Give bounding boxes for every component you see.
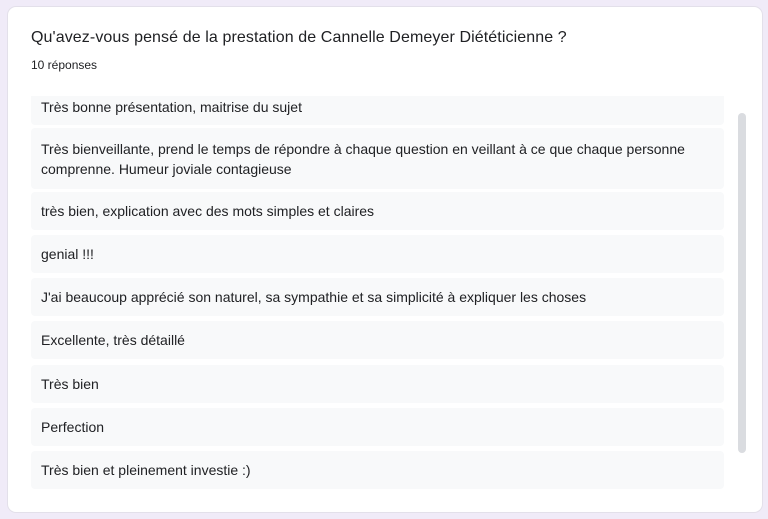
response-item: Très bien <box>31 365 724 403</box>
question-title: Qu'avez-vous pensé de la prestation de Cannelle Demeyer Diététicienne ? <box>31 29 567 46</box>
response-item: très bien, explication avec des mots simples et claires <box>31 192 724 230</box>
response-item: J'ai beaucoup apprécié son naturel, sa sympathie et sa simplicité à expliquer les choses <box>31 278 724 316</box>
responses-card <box>8 7 762 512</box>
response-item: Très bienveillante, prend le temps de répondre à chaque question en veillant à ce que chaque personne comprenne. Humeur joviale contagieuse <box>31 128 724 189</box>
response-item: genial !!! <box>31 235 724 273</box>
response-item: Très bonne présentation, maitrise du sujet <box>31 96 724 125</box>
response-item: Perfection <box>31 408 724 446</box>
response-item: Excellente, très détaillé <box>31 321 724 359</box>
responses-list[interactable] <box>31 96 724 491</box>
scrollbar-thumb[interactable] <box>738 113 746 453</box>
response-count: 10 réponses <box>31 58 98 72</box>
response-item: Très bien et pleinement investie :) <box>31 451 724 489</box>
